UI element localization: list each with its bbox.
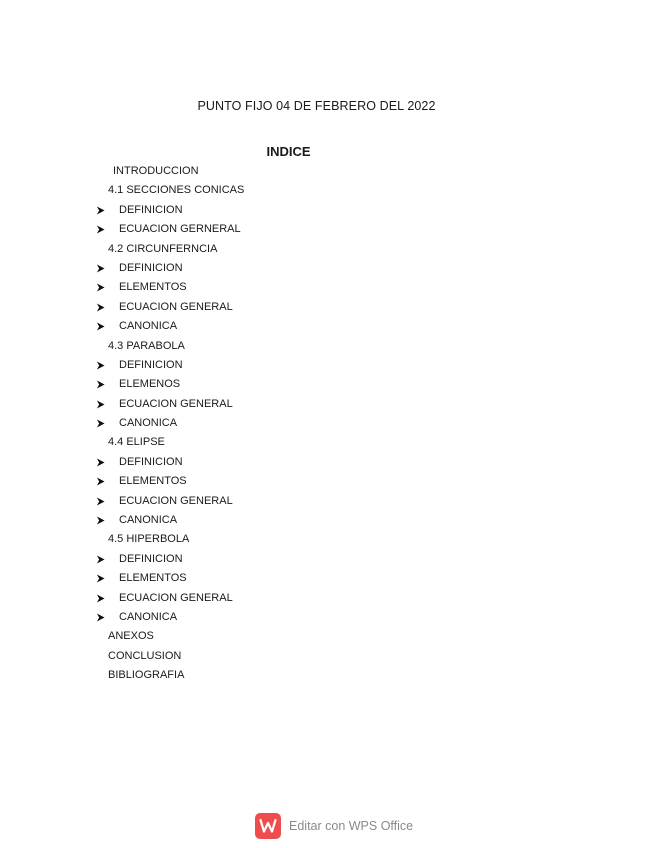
- toc-label: ECUACION GERNERAL: [119, 223, 241, 236]
- arrow-bullet-icon: [96, 516, 105, 525]
- toc-bullet-item: [0, 375, 400, 394]
- toc-label: CANONICA: [119, 610, 178, 623]
- arrow-bullet-icon: [96, 400, 105, 409]
- arrow-bullet-icon: [96, 574, 105, 583]
- toc-entry: [0, 627, 400, 646]
- arrow-bullet-icon: [96, 225, 105, 234]
- toc-bullet-item: [0, 317, 400, 336]
- toc-entry: [0, 530, 400, 549]
- toc-label: DEFINICION: [119, 358, 183, 371]
- toc-label: INTRODUCCION: [113, 165, 199, 177]
- arrow-bullet-icon: [96, 361, 105, 370]
- toc-label: CANONICA: [119, 417, 178, 430]
- toc-label: ECUACION GENERAL: [119, 397, 233, 410]
- toc-label: 4.2 CIRCUNFERNCIA: [108, 242, 218, 255]
- toc-entry: [0, 337, 400, 356]
- toc-bullet-item: [0, 608, 400, 627]
- toc-label: BIBLIOGRAFIA: [108, 669, 185, 682]
- toc-bullet-item: [0, 298, 400, 317]
- toc-bullet-item: [0, 492, 400, 511]
- arrow-bullet-icon: [96, 477, 105, 486]
- toc-label: 4.4 ELIPSE: [108, 436, 165, 449]
- toc-label: ELEMENTOS: [119, 281, 187, 294]
- date-line: PUNTO FIJO 04 DE FEBRERO DEL 2022: [197, 99, 436, 113]
- toc-bullet-item: [0, 395, 400, 414]
- toc-label: ELEMENOS: [119, 378, 181, 391]
- arrow-bullet-icon: [96, 594, 105, 603]
- toc-label: ELEMENTOS: [119, 572, 187, 585]
- edit-with-wps-button[interactable]: [255, 812, 413, 840]
- arrow-bullet-icon: [96, 380, 105, 389]
- toc-label: ECUACION GENERAL: [119, 494, 233, 507]
- toc-bullet-item: [0, 511, 400, 530]
- table-of-contents: [0, 162, 400, 686]
- toc-bullet-item: [0, 472, 400, 491]
- toc-label: DEFINICION: [119, 203, 183, 216]
- toc-label: DEFINICION: [119, 261, 183, 274]
- toc-bullet-item: [0, 550, 400, 569]
- toc-entry: [0, 162, 400, 181]
- toc-entry: [0, 240, 400, 259]
- toc-label: CONCLUSION: [108, 649, 182, 662]
- wps-logo-icon: [255, 813, 281, 839]
- toc-label: DEFINICION: [119, 455, 183, 468]
- toc-bullet-item: [0, 569, 400, 588]
- arrow-bullet-icon: [96, 206, 105, 215]
- toc-label: CANONICA: [119, 514, 178, 527]
- toc-bullet-item: [0, 278, 400, 297]
- arrow-bullet-icon: [96, 303, 105, 312]
- arrow-bullet-icon: [96, 497, 105, 506]
- toc-bullet-item: [0, 201, 400, 220]
- wps-label: Editar con WPS Office: [289, 819, 414, 833]
- arrow-bullet-icon: [96, 419, 105, 428]
- toc-label: ECUACION GENERAL: [119, 591, 233, 604]
- arrow-bullet-icon: [96, 283, 105, 292]
- toc-label: ECUACION GENERAL: [119, 300, 233, 313]
- toc-bullet-item: [0, 259, 400, 278]
- toc-entry: [0, 647, 400, 666]
- toc-bullet-item: [0, 220, 400, 239]
- arrow-bullet-icon: [96, 264, 105, 273]
- toc-label: 4.1 SECCIONES CONICAS: [108, 184, 245, 197]
- arrow-bullet-icon: [96, 458, 105, 467]
- toc-bullet-item: [0, 453, 400, 472]
- toc-label: 4.3 PARABOLA: [108, 339, 185, 352]
- toc-entry: [0, 666, 400, 685]
- toc-bullet-item: [0, 356, 400, 375]
- toc-label: ANEXOS: [108, 630, 154, 643]
- index-title: INDICE: [266, 144, 311, 159]
- toc-label: 4.5 HIPERBOLA: [108, 533, 190, 546]
- toc-label: ELEMENTOS: [119, 475, 187, 488]
- toc-bullet-item: [0, 414, 400, 433]
- arrow-bullet-icon: [96, 555, 105, 564]
- arrow-bullet-icon: [96, 613, 105, 622]
- toc-label: CANONICA: [119, 320, 178, 333]
- toc-label: DEFINICION: [119, 552, 183, 565]
- toc-entry: [0, 181, 400, 200]
- toc-bullet-item: [0, 589, 400, 608]
- arrow-bullet-icon: [96, 322, 105, 331]
- toc-entry: [0, 433, 400, 452]
